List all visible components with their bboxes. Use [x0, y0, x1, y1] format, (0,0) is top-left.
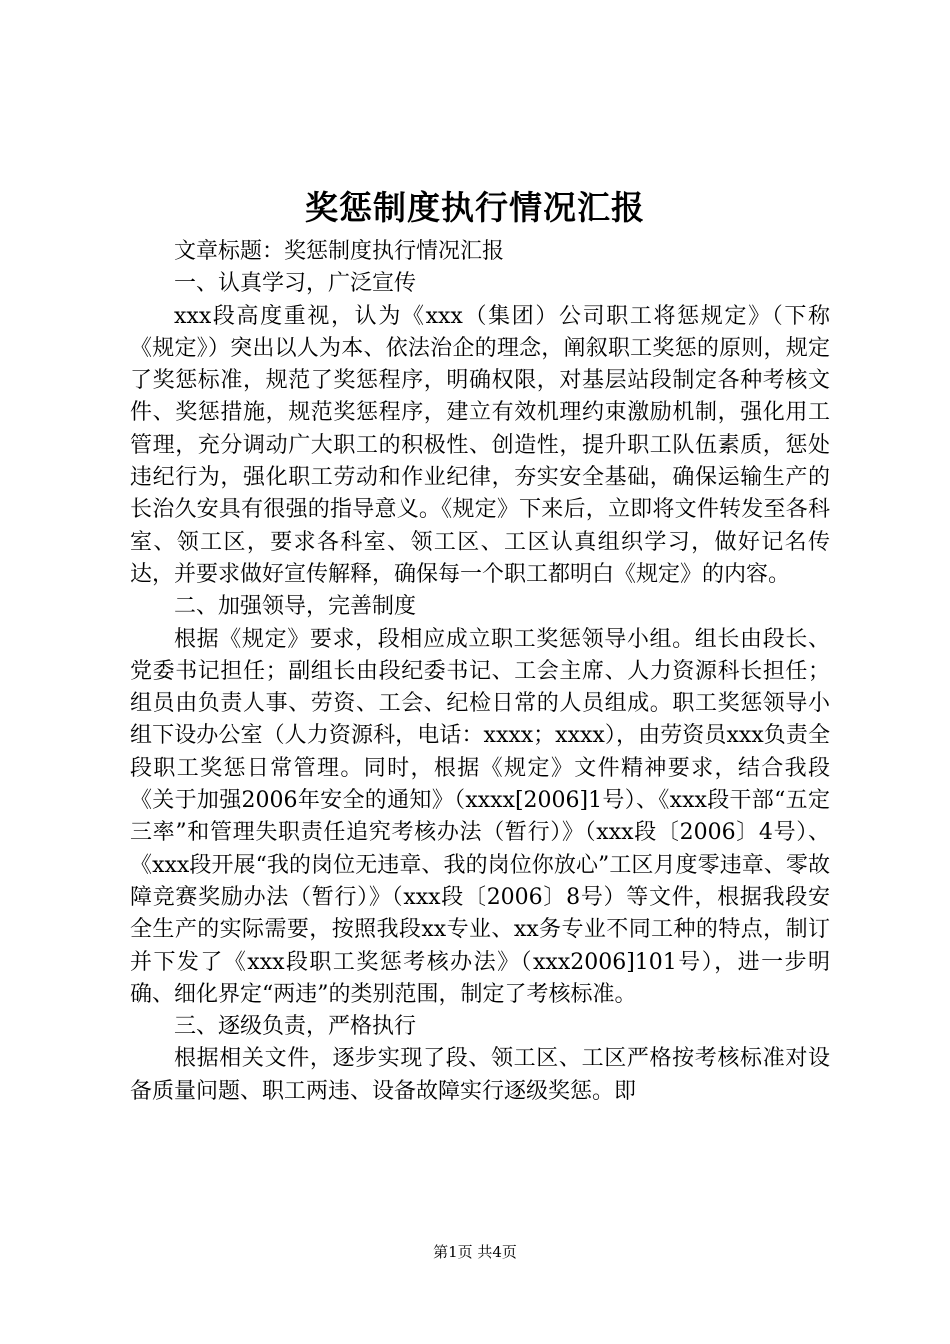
- section-heading-1: 一、认真学习，广泛宣传: [174, 271, 417, 297]
- paragraph-section-3: 根据相关文件，逐步实现了段、领工区、工区严格按考核标准对设备质量问题、职工两违、设备故障实行逐级奖惩。即: [130, 1046, 830, 1104]
- paragraph-section-2: 根据《规定》要求，段相应成立职工奖惩领导小组。组长由段长、党委书记担任；副组长由段纪委书记、工会主席、人力资源科长担任；组员由负责人事、劳资、工会、纪检日常的人员组成。职工奖惩领导小组下设办公室（人力资源科，电话：xxxx；xxxx），由劳资员xxx负责全段职工奖惩日常管理。同时，根据《规定》文件精神要求，结合我段《关于加强2006年安全的通知》（xxxx[2006]1号）、《xxx段干部“五定三率”和管理失职责任追究考核办法（暂行）》（xxx段〔2006〕4号）、《xxx段开展“我的岗位无违章、我的岗位你放心”工区月度零违章、零故障竞赛奖励办法（暂行）》（xxx段〔2006〕8号）等文件，根据我段安全生产的实际需要，按照我段xx专业、xx务专业不同工种的特点，制订并下发了《xxx段职工奖惩考核办法》（xxx2006]101号），进一步明确、细化界定“两违”的类别范围，制定了考核标准。: [130, 626, 830, 1007]
- section-heading-3: 三、逐级负责，严格执行: [174, 1014, 417, 1040]
- page-number: 第1页 共4页: [433, 1243, 517, 1261]
- document-title: 奖惩制度执行情况汇报: [305, 188, 645, 227]
- section-heading-2: 二、加强领导，完善制度: [174, 594, 417, 620]
- document-body: [130, 236, 830, 1108]
- paragraph-section-1: xxx段高度重视，认为《xxx（集团）公司职工将惩规定》（下称《规定》）突出以人为本、依法治企的理念，阐叙职工奖惩的原则，规定了奖惩标准，规范了奖惩程序，明确权限，对基层站段制定各种考核文件、奖惩措施，规范奖惩程序，建立有效机理约束激励机制，强化用工管理，充分调动广大职工的积极性、创造性，提升职工队伍素质，惩处违纪行为，强化职工劳动和作业纪律，夯实安全基础，确保运输生产的长治久安具有很强的指导意义。《规定》下来后，立即将文件转发至各科室、领工区，要求各科室、领工区、工区认真组织学习，做好记名传达，并要求做好宣传解释，确保每一个职工都明白《规定》的内容。: [130, 303, 830, 587]
- paragraph-article-title: 文章标题：奖惩制度执行情况汇报: [174, 239, 505, 264]
